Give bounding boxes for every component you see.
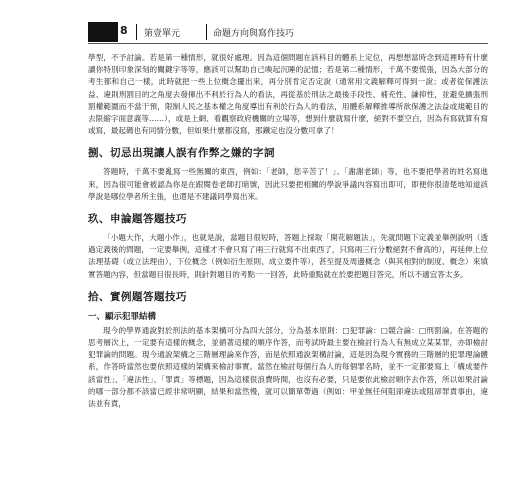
section-9-paragraph: 「小題大作，大題小作」，也就是說，當題目很短時，答題上採取「開花解題法」，先就問題下定義並舉例說明（透過定義後的問題，一定要舉例，這樣才不會只寫了兩三行就寫不出東西了，只寫兩三行分數絕對不會高的），再延伸上位法理基礎（或立法理由），下位概念（例如衍生原則、成立要件等），甚至提及周邊概念（與其相對的制度、概念）來填實答題內容，但當題目很長時，則針對題目的考點一一回答，此時重點就在於要把題目答完，所以不適宜答太多。 xyxy=(88,233,488,279)
section-heading-9: 玖、申論題答題技巧 xyxy=(88,213,187,226)
intro-paragraph: 學型，不予討論。若是第一種情形，就很好處理。因為這個問題在該科目的體系上定位，再想想當時念到這裡時有什麼讀你特別印象深刻的關鍵字等等，應該可以幫助自己喚起沉睡的記憶；若是第二種情形，千萬不要慌張，因為大部分的考生都和自己一樣，此時就把一些上位概念擺出來，再分別肯定否定說（通常用文義解釋可得到一說；或者從保護法益、違則刑罰目的之角度去發揮出不利於行為人的看法，再從基於刑法之最後手段性、補充性、謙抑性，並避免擴張刑罰權範圍而不當干預，限制人民之基本權之角度導出有利於行為人的看法，用體系解釋推導所欲保護之法益或規範目的去限縮字面意義等……），或是上網、看觀察政府機關的立場等，想到什麼就寫什麼，絕對不要空白，因為有寫就算有寫或寫，最起碼也有同情分數，但如果什麼都沒寫，那鐵定也沒分數可拿了！ xyxy=(88,53,488,136)
section-heading-8: 捌、切忌出現讓人誤有作弊之嫌的字詞 xyxy=(88,147,275,160)
chapter-title: 命題方向與寫作技巧 xyxy=(213,29,295,39)
document-body xyxy=(88,52,488,410)
page-number: 8 xyxy=(120,24,128,37)
section-10-paragraph: 現今的學界通說對於刑法的基本架構可分為四大部分，分為基本原則：□犯罪論：□競合論：□刑罰論。在答題的思考層次上，一定要有這樣的概念，並循著這樣的順序作答，而考試時最主要在檢討行為人有無成立某某罪，亦即檢討犯罪論的問題。現今通說架構之三階層理論來作答，而是依照通說架構討論，這是因為現今實務的三階層的犯罪理論體系，作答時當然也要依照這樣的架構來檢討事實。當然在檢討每個行為人的每個罪名時，並不一定都要寫上「構成要件該當性」、「違法性」、「罪責」等標題，因為這樣很浪費時間，也沒有必要，只是要依此檢討順序去作答，所以如果討論的哪一部分都不該當已經非常明顯，結果和當然慢，就可以簡單帶過（例如：甲並無任何阻卻違法或阻卻罪責事由，違法並有責， xyxy=(88,325,488,409)
header-divider xyxy=(136,24,137,40)
header-black-block xyxy=(88,22,118,42)
unit-label: 第壹單元 xyxy=(144,29,181,39)
header-title-divider xyxy=(206,24,207,40)
subsection-heading: 一、顯示犯罪結構 xyxy=(88,311,157,322)
header-rule xyxy=(88,43,488,44)
page-header xyxy=(88,22,488,48)
section-heading-10: 拾、實例題答題技巧 xyxy=(88,290,187,303)
section-8-paragraph: 答題時，千萬不要亂寫一些無關的東西，例如：「老師，您辛苦了！」、「謝謝老師」等，也不要把學者的姓名寫進來，因為很可能會被認為你是在跟閱卷老師打暗號，因此只要把相關的學說爭議內容寫出即可，即便你很清楚地知道該學說是哪位學者所主張，也還是不建議同學寫出來。 xyxy=(88,167,488,201)
